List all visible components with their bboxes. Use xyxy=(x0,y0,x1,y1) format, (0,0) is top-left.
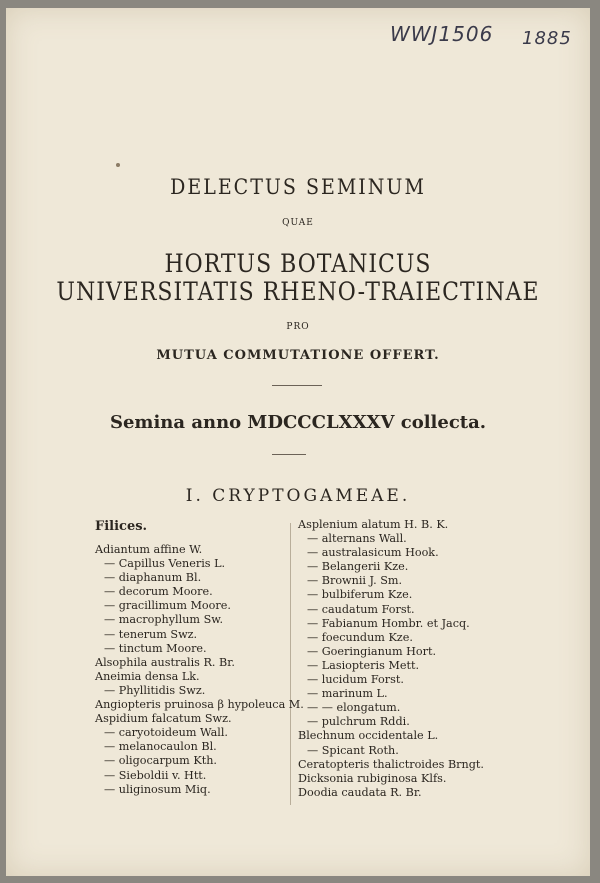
species-entry: Adiantum affine W. xyxy=(95,543,203,556)
species-entry: Aspidium falcatum Swz. xyxy=(95,712,232,726)
species-entry: — macrophyllum Sw. xyxy=(104,613,224,627)
title-line-1: DELECTUS SEMINUM xyxy=(170,174,426,200)
species-entry: — australasicum Hook. xyxy=(307,546,439,560)
divider-rule xyxy=(272,454,306,455)
species-entry: — caryotoideum Wall. xyxy=(104,726,228,740)
species-entry: — Capillus Veneris L. xyxy=(104,557,226,571)
species-entry: — — elongatum. xyxy=(307,701,401,715)
species-entry: Alsophila australis R. Br. xyxy=(95,655,235,669)
species-entry: — pulchrum Rddi. xyxy=(307,715,410,729)
species-entry: — Goeringianum Hort. xyxy=(307,644,437,658)
paper-speck xyxy=(116,163,120,167)
species-entry: — caudatum Forst. xyxy=(307,602,415,616)
subtitle: Semina anno MDCCCLXXXV collecta. xyxy=(109,412,487,433)
family-heading: Filices. xyxy=(95,519,148,534)
species-entry: — diaphanum Bl. xyxy=(104,571,202,585)
title-line-5: PRO xyxy=(286,322,310,332)
species-entry: Ceratopteris thalictroides Brngt. xyxy=(298,757,484,771)
handwritten-year: 1885 xyxy=(522,28,572,49)
title-line-3: HORTUS BOTANICUS xyxy=(164,250,432,279)
species-entry: Dicksonia rubiginosa Klfs. xyxy=(298,771,447,785)
species-entry: — marinum L. xyxy=(307,687,388,701)
species-entry: Aneimia densa Lk. xyxy=(95,669,200,683)
species-entry: — Brownii J. Sm. xyxy=(307,574,403,588)
species-entry: — Belangerii Kze. xyxy=(307,560,409,574)
right-column xyxy=(298,518,484,800)
species-entry: — Spicant Roth. xyxy=(307,743,399,757)
document-page xyxy=(6,8,590,876)
species-entry: — bulbiferum Kze. xyxy=(307,588,413,602)
divider-rule xyxy=(272,385,322,386)
species-entry: — foecundum Kze. xyxy=(307,630,413,644)
left-column xyxy=(95,518,304,797)
species-entry: — melanocaulon Bl. xyxy=(104,740,217,754)
species-entry: — lucidum Forst. xyxy=(307,673,404,687)
species-entry: — alternans Wall. xyxy=(307,532,407,546)
title-line-2: QUAE xyxy=(282,218,314,228)
handwritten-shelfmark: WWJ1506 xyxy=(390,22,494,46)
species-entry: — tinctum Moore. xyxy=(104,641,207,655)
species-entry: — Lasiopteris Mett. xyxy=(307,658,420,672)
species-entry: — decorum Moore. xyxy=(104,585,213,599)
species-entry: — Sieboldii v. Htt. xyxy=(104,768,207,782)
species-entry: Angiopteris pruinosa β hypoleuca M. xyxy=(95,698,304,712)
right-species-list xyxy=(298,518,484,800)
species-entry: — oligocarpum Kth. xyxy=(104,754,217,768)
species-entry: Doodia caudata R. Br. xyxy=(298,785,422,799)
species-entry: — gracillimum Moore. xyxy=(104,599,231,613)
species-entry: — Phyllitidis Swz. xyxy=(104,683,206,697)
species-entry: — Fabianum Hombr. et Jacq. xyxy=(307,616,470,630)
species-entry: — uliginosum Miq. xyxy=(104,782,211,796)
species-entry: Blechnum occidentale L. xyxy=(298,729,439,743)
title-line-6: MUTUA COMMUTATIONE OFFERT. xyxy=(156,348,440,363)
species-entry: Asplenium alatum H. B. K. xyxy=(298,518,449,531)
species-entry: — tenerum Swz. xyxy=(104,627,198,641)
title-line-4: UNIVERSITATIS RHENO-TRAIECTINAE xyxy=(56,278,540,307)
section-heading: I. CRYPTOGAMEAE. xyxy=(185,486,411,506)
left-species-list xyxy=(95,543,304,797)
